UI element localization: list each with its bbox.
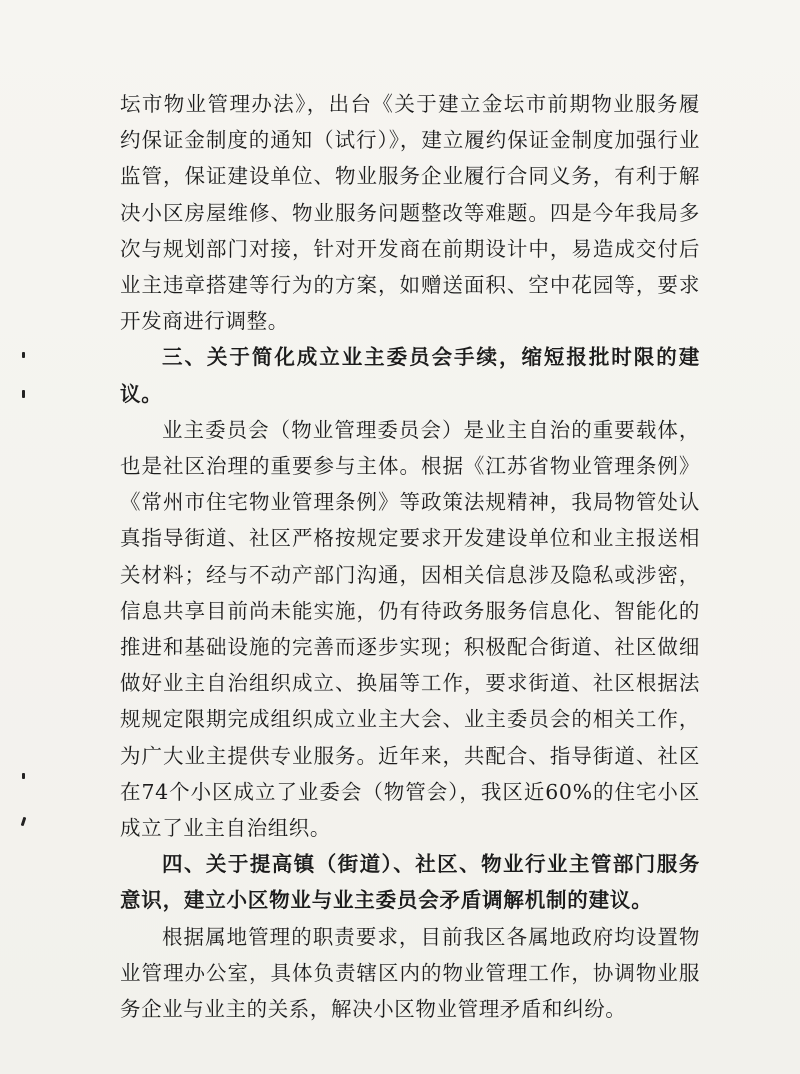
scan-mark <box>21 817 27 826</box>
section-heading-3: 三、关于简化成立业主委员会手续，缩短报批时限的建议。 <box>120 345 700 406</box>
body-paragraph: 业主委员会（物业管理委员会）是业主自治的重要载体，也是社区治理的重要参与主体。根据《江苏省物业管理条例》《常州市住宅物业管理条例》等政策法规精神，我局物管处认真指导街道、社区严格按规定要求开发建设单位和业主报送相关材料；经与不动产部门沟通，因相关信息涉及隐私或涉密，信息共享目前尚未能实施，仍有待政务服务信息化、智能化的推进和基础设施的完善而逐步实现；积极配合街道、社区做细做好业主自治组织成立、换届等工作，要求街道、社区根据法规规定限期完成组织成立业主大会、业主委员会的相关工作，为广大业主提供专业服务。近年来，共配合、指导街道、社区在74个小区成立了业委会（物管会），我区近60%的住宅小区成立了业主自治组织。 <box>120 417 700 841</box>
scan-mark <box>22 773 25 779</box>
scan-mark <box>22 390 25 398</box>
body-paragraph: 坛市物业管理办法》，出台《关于建立金坛市前期物业服务履约保证金制度的通知（试行）》，建立履约保证金制度加强行业监管，保证建设单位、物业服务企业履行合同义务，有利于解决小区房屋维修、物业服务问题整改等难题。四是今年我局多次与规划部门对接，针对开发商在前期设计中，易造成交付后业主违章搭建等行为的方案，如赠送面积、空中花园等，要求开发商进行调整。 <box>120 92 700 334</box>
body-paragraph: 根据属地管理的职责要求，目前我区各属地政府均设置物业管理办公室，具体负责辖区内的物业管理工作，协调物业服务企业与业主的关系，解决小区物业管理矛盾和纠纷。 <box>120 924 700 1022</box>
document-body <box>120 86 700 1027</box>
section-heading-4: 四、关于提高镇（街道）、社区、物业行业主管部门服务意识，建立小区物业与业主委员会矛盾调解机制的建议。 <box>120 852 700 913</box>
scan-mark <box>22 352 25 358</box>
